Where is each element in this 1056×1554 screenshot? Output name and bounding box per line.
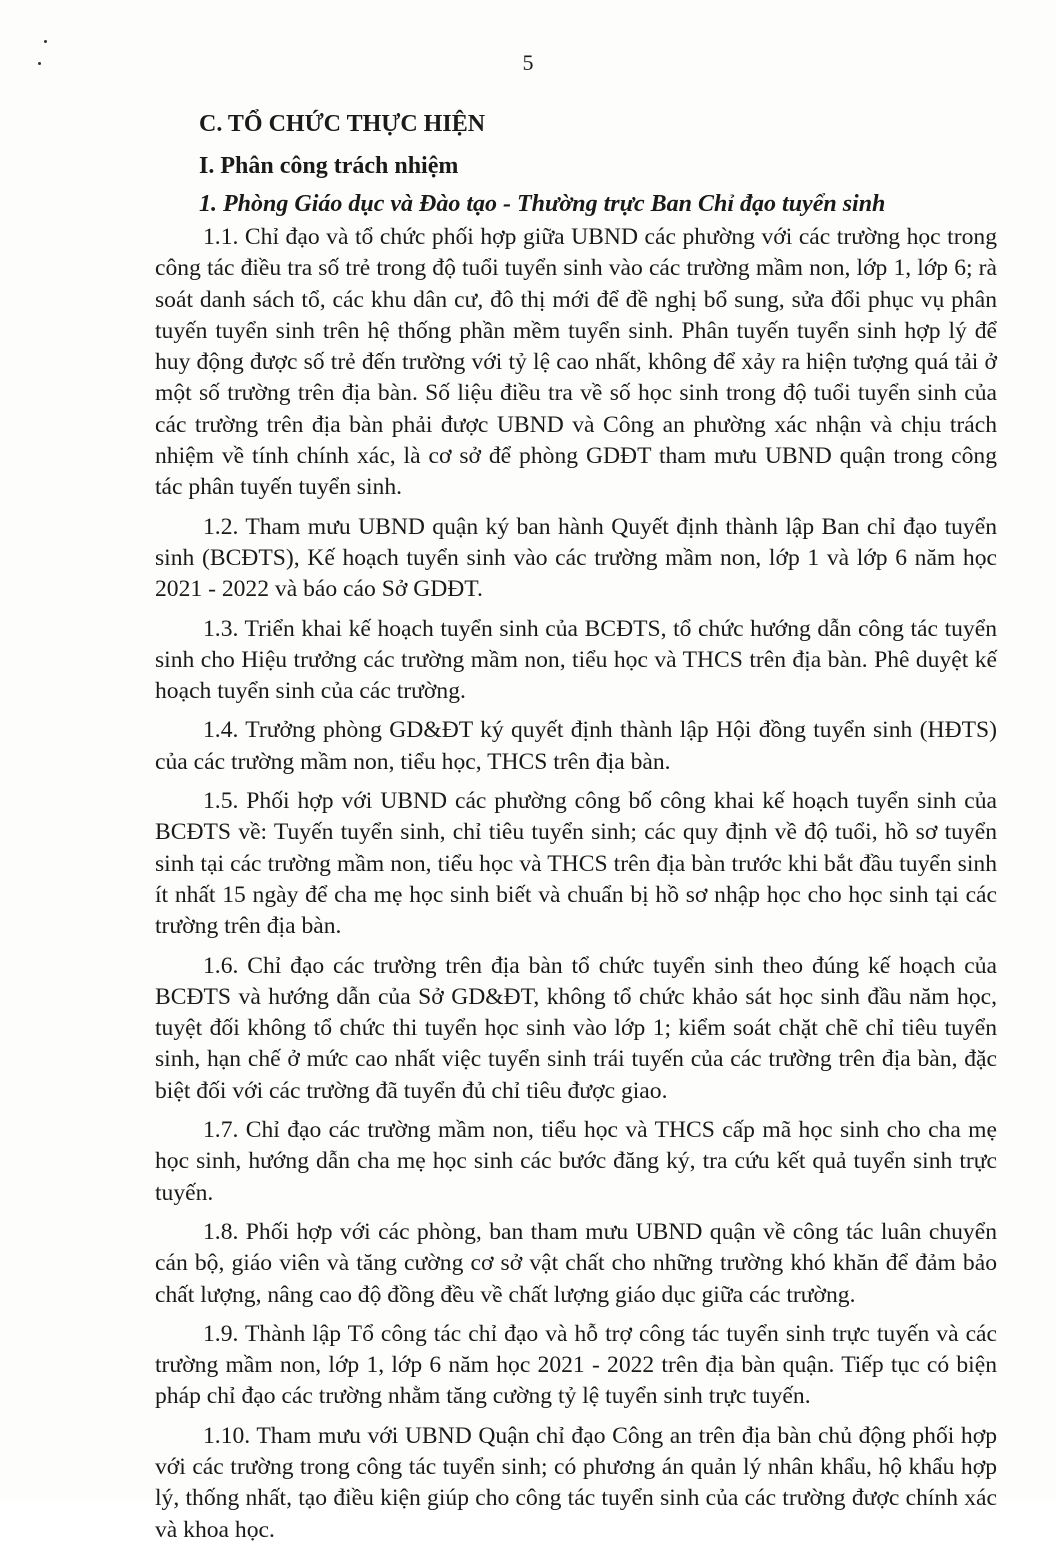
paragraph-1-9: 1.9. Thành lập Tổ công tác chỉ đạo và hỗ trợ công tác tuyển sinh trực tuyến và các trường mầm non, lớp 1, lớp 6 năm học 2021 - 2022 trên địa bàn quận. Tiếp tục có biện pháp chỉ đạo các trường nhằm tăng cường tỷ lệ tuyển sinh trực tuyến. xyxy=(155,1320,997,1410)
paragraph-1-3: 1.3. Triển khai kế hoạch tuyển sinh của BCĐTS, tổ chức hướng dẫn công tác tuyển sinh cho Hiệu trưởng các trường mầm non, tiểu học và THCS trên địa bàn. Phê duyệt kế hoạch tuyển sinh của các trường. xyxy=(155,615,997,705)
paragraph-1-10: 1.10. Tham mưu với UBND Quận chỉ đạo Công an trên địa bàn chủ động phối hợp với các trường trong công tác tuyển sinh; có phương án quản lý nhân khẩu, hộ khẩu hợp lý, thống nhất, tạo điều kiện giúp cho công tác tuyển sinh của các trường được chính xác và khoa học. xyxy=(155,1422,997,1543)
paragraph-1-1: 1.1. Chỉ đạo và tổ chức phối hợp giữa UBND các phường với các trường học trong công tác điều tra số trẻ trong độ tuổi tuyển sinh vào các trường mầm non, lớp 1, lớp 6; rà soát danh sách tổ, các khu dân cư, đô thị mới để đề nghị bổ sung, sửa đổi phục vụ phân tuyến tuyển sinh trên hệ thống phần mềm tuyển sinh. Phân tuyến tuyển sinh hợp lý để huy động được số trẻ đến trường với tỷ lệ cao nhất, không để xảy ra hiện tượng quá tải ở một số trường trên địa bàn. Số liệu điều tra về số học sinh trong độ tuổi tuyển sinh của các trường trên địa bàn phải được UBND và Công an phường xác nhận và chịu trách nhiệm về tính chính xác, là cơ sở để phòng GDĐT tham mưu UBND quận trong công tác phân tuyến tuyển sinh. xyxy=(155,224,997,501)
paragraph-1-4: 1.4. Trưởng phòng GD&ĐT ký quyết định thành lập Hội đồng tuyển sinh (HĐTS) của các trường mầm non, tiểu học, THCS trên địa bàn. xyxy=(155,717,997,775)
paragraph-1-2: 1.2. Tham mưu UBND quận ký ban hành Quyết định thành lập Ban chỉ đạo tuyển sinh (BCĐTS), Kế hoạch tuyển sinh vào các trường mầm non, lớp 1 và lớp 6 năm học 2021 - 2022 và báo cáo Sở GDĐT. xyxy=(155,513,997,603)
document-body xyxy=(155,108,997,1554)
paragraph-1-7: 1.7. Chỉ đạo các trường mầm non, tiểu học và THCS cấp mã học sinh cho cha mẹ học sinh, hướng dẫn cha mẹ học sinh các bước đăng ký, tra cứu kết quả tuyển sinh trực tuyến. xyxy=(155,1117,997,1206)
item-heading: 1. Phòng Giáo dục và Đào tạo - Thường trực Ban Chỉ đạo tuyển sinh xyxy=(199,191,886,217)
paragraph-1-6: 1.6. Chỉ đạo các trường trên địa bàn tổ chức tuyển sinh theo đúng kế hoạch của BCĐTS và hướng dẫn của Sở GD&ĐT, không tổ chức khảo sát học sinh đầu năm học, tuyệt đối không tổ chức thi tuyển học sinh vào lớp 1; kiểm soát chặt chẽ chỉ tiêu tuyển sinh, hạn chế ở mức cao nhất việc tuyển sinh trái tuyến của các trường trên địa bàn, đặc biệt đối với các trường đã tuyển đủ chỉ tiêu được giao. xyxy=(155,952,997,1104)
paragraph-1-8: 1.8. Phối hợp với các phòng, ban tham mưu UBND quận về công tác luân chuyển cán bộ, giáo viên và tăng cường cơ sở vật chất cho những trường khó khăn để đảm bảo chất lượng, nâng cao độ đồng đều về chất lượng giáo dục giữa các trường. xyxy=(155,1218,997,1308)
scan-speck xyxy=(44,40,47,43)
subsection-heading: I. Phân công trách nhiệm xyxy=(199,153,459,179)
section-heading: C. TỔ CHỨC THỰC HIỆN xyxy=(199,111,486,137)
paragraph-1-5: 1.5. Phối hợp với UBND các phường công bố công khai kế hoạch tuyển sinh của BCĐTS về: Tuyến tuyển sinh, chỉ tiêu tuyển sinh; các quy định về độ tuổi, hồ sơ tuyển sinh tại các trường mầm non, tiểu học và THCS trên địa bàn trước khi bắt đầu tuyển sinh ít nhất 15 ngày để cha mẹ học sinh biết và chuẩn bị hồ sơ nhập học cho học sinh tại các trường trên địa bàn. xyxy=(155,788,997,940)
page-number: 5 xyxy=(522,50,534,75)
